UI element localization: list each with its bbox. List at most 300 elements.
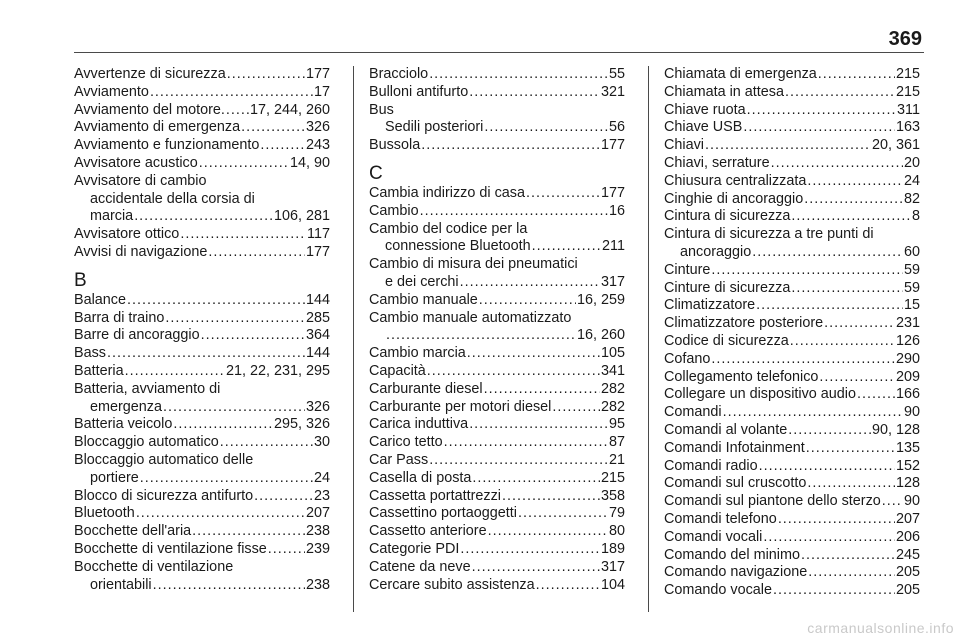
index-entry-pages: 205 [895, 564, 920, 581]
index-entry-pages: 243 [305, 137, 330, 154]
index-entry-term: Avviamento di emergenza [74, 119, 241, 136]
dot-leader [788, 422, 871, 440]
dot-leader [747, 102, 896, 120]
index-entry-pages: 166 [895, 386, 920, 403]
dot-leader [163, 399, 305, 417]
index-entry-pages: 21 [608, 451, 625, 468]
index-entry-term: Bass [74, 345, 106, 362]
index-entry-term: Carburante per motori diesel [369, 398, 552, 415]
index-entry-term: Comando navigazione [664, 564, 808, 581]
dot-leader [857, 386, 895, 404]
dot-leader [882, 493, 903, 511]
dot-leader [467, 345, 600, 363]
index-entry-pages: 295, 326 [273, 416, 330, 433]
dot-leader [791, 208, 911, 226]
index-column-3 [664, 66, 920, 600]
index-entry-pages: 16, 259 [576, 291, 625, 308]
index-entry [664, 191, 920, 209]
index-entry-pages: 205 [895, 582, 920, 599]
index-entry [74, 292, 330, 310]
index-entry-term: Catene da neve [369, 558, 471, 575]
index-entry-pages: 231 [895, 315, 920, 332]
index-entry-pages: 55 [608, 66, 625, 82]
index-entry-pages: 282 [600, 380, 625, 397]
index-entry-pages: 95 [608, 416, 625, 433]
index-entry [369, 137, 625, 155]
dot-leader [808, 564, 895, 582]
index-entry-term: Bluetooth [74, 505, 135, 522]
index-entry [74, 155, 330, 173]
dot-leader [807, 173, 903, 191]
index-entry [74, 399, 330, 417]
index-entry [664, 351, 920, 369]
dot-leader [134, 208, 273, 226]
index-entry-term: Comandi [664, 404, 722, 421]
index-entry-pages: 215 [600, 469, 625, 486]
index-entry [369, 203, 625, 221]
index-entry-text: Cambio manuale automatizzato [369, 309, 572, 326]
index-entry [369, 84, 625, 102]
index-entry [664, 280, 920, 298]
dot-leader [791, 280, 903, 298]
index-entry [664, 333, 920, 351]
index-entry [664, 119, 920, 137]
index-entry-term: Bloccaggio automatico [74, 434, 219, 451]
index-entry-term: Cambio [369, 202, 419, 219]
index-entry-pages: 209 [895, 368, 920, 385]
index-entry-term: e dei cerchi [385, 273, 459, 290]
index-entry-term: Bracciolo [369, 66, 429, 82]
index-entry-term: Cinture di sicurezza [664, 279, 791, 296]
dot-leader [804, 191, 903, 209]
index-entry-pages: 14, 90 [289, 154, 330, 171]
index-entry [664, 440, 920, 458]
index-entry [369, 416, 625, 434]
dot-leader [254, 488, 313, 506]
dot-leader [790, 333, 895, 351]
dot-leader [192, 523, 305, 541]
index-entry [664, 155, 920, 173]
index-entry-pages: 207 [895, 510, 920, 527]
index-entry-term: Codice di sicurezza [664, 332, 789, 349]
index-entry [369, 119, 625, 137]
index-entry-term: Comandi al volante [664, 421, 788, 438]
index-entry-pages: 290 [895, 350, 920, 367]
index-entry-text: accidentale della corsia di [90, 190, 255, 207]
dot-leader [260, 137, 305, 155]
index-entry-pages: 238 [305, 576, 330, 593]
index-entry-pages: 82 [903, 190, 920, 207]
index-entry-pages: 282 [600, 398, 625, 415]
index-entry-pages: 90, 128 [871, 421, 920, 438]
dot-leader [153, 577, 305, 595]
index-entry-term: Bocchette dell'aria [74, 523, 192, 540]
dot-leader [711, 262, 903, 280]
index-entry [664, 208, 920, 226]
dot-leader [484, 381, 600, 399]
index-entry-pages: 311 [897, 101, 920, 118]
index-entry [74, 244, 330, 262]
index-entry-pages: 59 [903, 279, 920, 296]
index-entry-pages: 317 [600, 558, 625, 575]
index-entry [369, 345, 625, 363]
column-divider [353, 66, 354, 612]
dot-leader [469, 84, 600, 102]
index-entry [74, 488, 330, 506]
index-entry [664, 475, 920, 493]
dot-leader [199, 155, 289, 173]
index-entry-term: connessione Bluetooth [385, 238, 531, 255]
dot-leader [752, 244, 903, 262]
index-entry-term: Blocco di sicurezza antifurto [74, 487, 254, 504]
index-entry-term: Comando del minimo [664, 546, 800, 563]
dot-leader [429, 66, 608, 84]
index-entry-term: Bussola [369, 137, 421, 154]
index-entry-term: Barra di traino [74, 309, 165, 326]
index-entry-term: Chiusura centralizzata [664, 172, 807, 189]
dot-leader [723, 404, 903, 422]
index-entry-term: Sedili posteriori [385, 119, 484, 136]
index-entry [369, 327, 625, 345]
dot-leader [220, 434, 313, 452]
index-entry [74, 345, 330, 363]
dot-leader [488, 523, 608, 541]
index-entry-pages: 144 [305, 291, 330, 308]
index-entry-term: Avviamento [74, 83, 149, 100]
index-entry-term: Bulloni antifurto [369, 83, 469, 100]
index-entry-pages: 15 [903, 297, 920, 314]
index-entry [369, 523, 625, 541]
index-entry-term: Carburante diesel [369, 380, 483, 397]
index-entry-term: Capacità [369, 362, 426, 379]
index-column-1 [74, 66, 330, 594]
index-entry-term: Cercare subito assistenza [369, 576, 535, 593]
index-entry-term: Avvisatore ottico [74, 226, 180, 243]
index-entry-term: Comando vocale [664, 582, 772, 599]
index-letter-heading: C [369, 162, 383, 184]
index-entry [664, 547, 920, 565]
index-entry-pages: 207 [305, 505, 330, 522]
index-entry [664, 297, 920, 315]
index-entry-pages: 17, 244, 260 [249, 101, 330, 118]
index-entry [74, 363, 330, 381]
dot-leader [201, 327, 305, 345]
dot-leader [552, 399, 600, 417]
index-entry-pages: 126 [895, 332, 920, 349]
index-entry-pages: 239 [305, 540, 330, 557]
index-entry-term: Comandi Infotainment [664, 439, 805, 456]
index-entry-pages: 206 [895, 528, 920, 545]
index-entry-pages: 8 [911, 208, 920, 225]
index-entry-term: Cinghie di ancoraggio [664, 190, 804, 207]
index-entry [369, 274, 625, 292]
index-entry [74, 470, 330, 488]
index-entry-term: Comandi vocali [664, 528, 763, 545]
dot-leader [226, 102, 249, 120]
index-entry-term: Chiavi, serrature [664, 154, 770, 171]
dot-leader [472, 559, 600, 577]
index-entry-text: Bocchette di ventilazione [74, 558, 234, 575]
index-entry-term: Cassettino portaoggetti [369, 505, 517, 522]
dot-leader [711, 351, 895, 369]
index-entry-text: Bus [369, 101, 394, 118]
index-entry-term: Avvertenze di sicurezza [74, 66, 226, 82]
index-entry-term: Carico tetto [369, 434, 443, 451]
index-entry [369, 292, 625, 310]
index-entry-pages: 16, 260 [576, 327, 625, 344]
dot-leader [763, 529, 895, 547]
dot-leader [460, 274, 600, 292]
index-entry [74, 577, 330, 595]
index-entry-pages: 24 [313, 469, 330, 486]
index-entry [664, 386, 920, 404]
index-entry-pages: 326 [305, 398, 330, 415]
index-entry-term: Collegare un dispositivo audio [664, 386, 856, 403]
dot-leader [705, 137, 871, 155]
index-entry [664, 369, 920, 387]
index-entry [74, 310, 330, 328]
dot-leader [140, 470, 313, 488]
index-entry-pages: 20 [903, 154, 920, 171]
dot-leader [532, 238, 601, 256]
index-entry [74, 523, 330, 541]
index-entry [369, 577, 625, 595]
dot-leader [420, 203, 608, 221]
index-entry [664, 529, 920, 547]
dot-leader [429, 452, 608, 470]
index-entry [369, 185, 625, 203]
index-entry-pages: 215 [895, 83, 920, 100]
index-entry [664, 458, 920, 476]
index-entry [74, 416, 330, 434]
index-entry-text: Bloccaggio automatico delle [74, 451, 254, 468]
index-entry-term: Batteria [74, 362, 124, 379]
index-entry-pages: 152 [895, 457, 920, 474]
index-entry-term: Balance [74, 291, 127, 308]
index-entry-pages: 59 [903, 261, 920, 278]
index-entry-pages: 317 [600, 273, 625, 290]
index-entry [369, 381, 625, 399]
index-entry-term: orientabili [90, 576, 152, 593]
index-entry-pages: 90 [903, 493, 920, 510]
index-entry-term: marcia [90, 208, 134, 225]
index-entry-pages: 104 [600, 576, 625, 593]
index-entry-pages: 163 [895, 119, 920, 136]
index-entry [664, 173, 920, 191]
dot-leader [472, 470, 600, 488]
dot-leader [268, 541, 305, 559]
index-entry-pages: 144 [305, 345, 330, 362]
index-entry-term: Chiave USB [664, 119, 743, 136]
dot-leader [427, 363, 600, 381]
index-entry [664, 493, 920, 511]
index-entry-term: Carica induttiva [369, 416, 469, 433]
dot-leader [773, 582, 895, 600]
index-entry-term: Comandi telefono [664, 510, 777, 527]
dot-leader [806, 440, 895, 458]
index-entry-term: Climatizzatore posteriore [664, 315, 824, 332]
dot-leader [756, 297, 903, 315]
index-entry-pages: 20, 361 [871, 137, 920, 154]
watermark: carmanualsonline.info [807, 620, 954, 636]
index-entry-pages: 105 [600, 345, 625, 362]
index-entry-text: Cambio del codice per la [369, 220, 528, 237]
index-entry [664, 102, 920, 120]
index-entry-pages: 285 [305, 309, 330, 326]
index-entry-term: Comandi sul piantone dello sterzo [664, 493, 881, 510]
index-entry [369, 541, 625, 559]
index-entry-pages: 245 [895, 546, 920, 563]
index-entry [369, 399, 625, 417]
dot-leader [778, 511, 895, 529]
dot-leader [421, 137, 600, 155]
index-entry-pages: 117 [307, 226, 330, 243]
index-entry-pages: 358 [600, 487, 625, 504]
index-entry-term: portiere [90, 469, 139, 486]
index-entry-pages: 30 [313, 434, 330, 451]
index-entry-pages: 90 [903, 404, 920, 421]
dot-leader [484, 119, 608, 137]
dot-leader [518, 505, 608, 523]
index-entry-term: Cinture [664, 261, 711, 278]
index-entry-term: Casella di posta [369, 469, 472, 486]
index-entry-term: Avviamento del motore. [74, 101, 225, 118]
index-entry-pages: 177 [305, 66, 330, 82]
index-entry-pages: 177 [600, 137, 625, 154]
dot-leader [743, 119, 895, 137]
index-entry [74, 208, 330, 226]
index-entry [369, 488, 625, 506]
index-entry-pages: 56 [608, 119, 625, 136]
index-entry-term: Cintura di sicurezza [664, 208, 791, 225]
index-entry-pages: 87 [608, 434, 625, 451]
index-entry [664, 582, 920, 600]
index-entry-term: Cofano [664, 350, 711, 367]
index-entry-term: Cassetto anteriore [369, 523, 487, 540]
dot-leader [241, 119, 305, 137]
index-entry [74, 434, 330, 452]
index-entry-term: Climatizzatore [664, 297, 756, 314]
index-entry [369, 363, 625, 381]
index-entry-pages: 79 [608, 505, 625, 522]
index-entry-term: emergenza [90, 398, 162, 415]
dot-leader [136, 505, 305, 523]
page-number: 369 [888, 28, 922, 50]
index-entry-term: Categorie PDI [369, 540, 460, 557]
index-entry [74, 137, 330, 155]
dot-leader [469, 416, 608, 434]
dot-leader [444, 434, 608, 452]
index-entry-term: Comandi radio [664, 457, 758, 474]
dot-leader [807, 475, 895, 493]
index-entry [664, 66, 920, 84]
index-entry-pages: 21, 22, 231, 295 [225, 362, 330, 379]
index-entry-pages: 238 [305, 523, 330, 540]
index-entry [664, 244, 920, 262]
index-entry-text: Cambio di misura dei pneumatici [369, 256, 578, 273]
index-entry-text: Cintura di sicurezza a tre punti di [664, 226, 874, 243]
index-letter-heading: B [74, 269, 87, 291]
dot-leader [771, 155, 903, 173]
dot-leader [536, 577, 600, 595]
index-entry-pages: 24 [903, 172, 920, 189]
index-entry [74, 327, 330, 345]
dot-leader [165, 310, 305, 328]
dot-leader [479, 292, 576, 310]
index-entry [369, 434, 625, 452]
index-entry [74, 119, 330, 137]
index-entry-term: Cambio marcia [369, 345, 466, 362]
index-entry-pages: 326 [305, 119, 330, 136]
index-entry-pages: 321 [600, 83, 625, 100]
index-entry-term: Barre di ancoraggio [74, 327, 200, 344]
index-entry-term: Cassetta portattrezzi [369, 487, 501, 504]
index-entry [664, 262, 920, 280]
index-entry-term: Avvisi di navigazione [74, 243, 208, 260]
index-entry-pages: 364 [305, 327, 330, 344]
index-entry-term: ancoraggio [680, 243, 752, 260]
index-column-2 [369, 66, 625, 594]
index-entry-term: Comandi sul cruscotto [664, 475, 807, 492]
dot-leader [818, 66, 895, 84]
index-entry-pages: 135 [895, 439, 920, 456]
index-entry-pages: 16 [608, 202, 625, 219]
dot-leader [502, 488, 600, 506]
index-entry [664, 422, 920, 440]
index-entry [664, 137, 920, 155]
dot-leader [227, 66, 305, 84]
index-entry-term: Batteria veicolo [74, 416, 173, 433]
index-entry-term: Avvisatore acustico [74, 154, 198, 171]
index-entry [664, 564, 920, 582]
index-entry-term: Chiave ruota [664, 101, 746, 118]
index-entry-pages: 211 [602, 238, 625, 255]
index-entry-text: Avvisatore di cambio [74, 172, 207, 189]
dot-leader [460, 541, 600, 559]
index-entry [369, 66, 625, 84]
dot-leader [125, 363, 225, 381]
index-entry [664, 315, 920, 333]
index-entry [664, 511, 920, 529]
index-entry [369, 505, 625, 523]
index-entry-term: Bocchette di ventilazione fisse [74, 540, 267, 557]
index-entry [74, 226, 330, 244]
index-entry-pages: 17 [313, 83, 330, 100]
index-entry-text: Batteria, avviamento di [74, 380, 221, 397]
index-entry [74, 505, 330, 523]
dot-leader [386, 327, 576, 345]
dot-leader [180, 226, 306, 244]
index-entry-term: Avviamento e funzionamento [74, 137, 260, 154]
dot-leader [526, 185, 600, 203]
dot-leader [759, 458, 895, 476]
dot-leader [127, 292, 305, 310]
index-entry [74, 66, 330, 84]
index-entry-term: Chiamata di emergenza [664, 66, 817, 82]
dot-leader [785, 84, 895, 102]
index-entry-pages: 106, 281 [273, 208, 330, 225]
index-entry [74, 541, 330, 559]
header-rule [74, 52, 924, 53]
dot-leader [150, 84, 313, 102]
index-entry-term: Car Pass [369, 451, 429, 468]
index-entry [369, 559, 625, 577]
index-entry-pages: 177 [305, 243, 330, 260]
index-entry [664, 84, 920, 102]
index-entry [369, 470, 625, 488]
index-entry-pages: 60 [903, 243, 920, 260]
index-entry-pages: 23 [313, 487, 330, 504]
